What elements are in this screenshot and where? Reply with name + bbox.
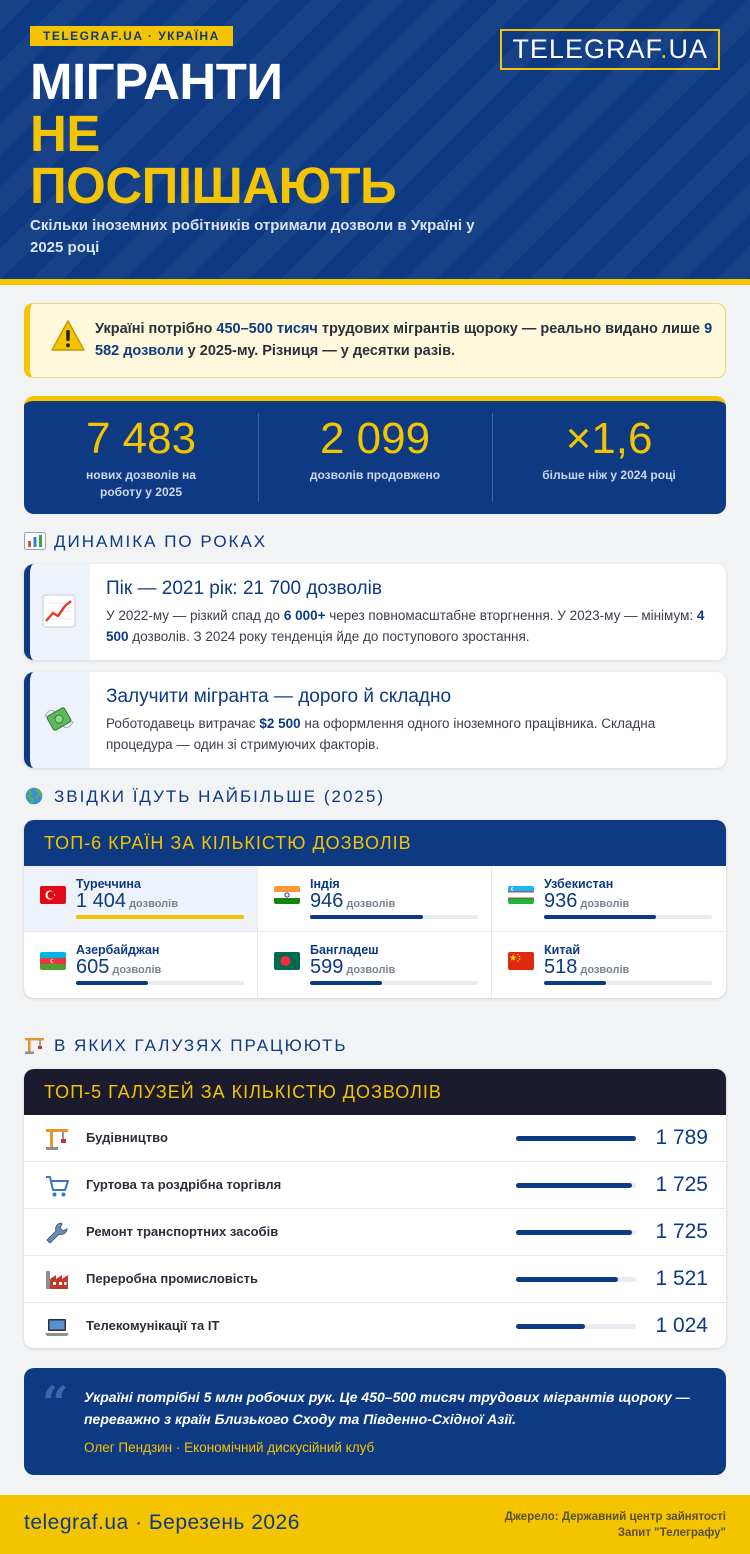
industry-value: 1 725 [655,1220,708,1243]
section-title-origins [24,787,385,807]
industry-row-construction[interactable] [24,1115,726,1162]
industry-row-manufacturing[interactable] [24,1256,726,1303]
stat-label: нових дозволів на роботу у 2025 [86,468,196,499]
card-body: Роботодавець витрачає $2 500 на оформлення одного іноземного працівника. Складна процедура — один зі стримуючих факторів. [106,716,656,752]
industry-name: Гуртова та роздрібна торгівля [86,1177,282,1192]
industry-value: 1 521 [655,1267,708,1290]
azerbaijan-flag-icon [40,952,66,970]
brand-tld: UA [668,34,708,64]
cart-icon [44,1173,70,1199]
country-value: 946 дозволів [310,890,396,912]
industry-bar-track [516,1136,636,1141]
bangladesh-flag-icon [274,952,300,970]
country-value: 599 дозволів [310,956,396,978]
country-turkey[interactable] [24,866,258,932]
stat-value: ×1,6 [565,414,653,463]
industries-panel [24,1069,726,1348]
country-value: 936 дозволів [544,890,630,912]
country-unit: дозволів [580,964,630,976]
industry-row-vehicle-repair[interactable] [24,1209,726,1256]
country-bar-fill [544,981,606,985]
footer [0,1495,750,1554]
bar-chart-icon [24,532,46,550]
country-azerbaijan[interactable] [24,932,258,998]
page-subtitle: Скільки іноземних робітників отримали дозволи в Україні у 2025 році [30,217,475,256]
country-name: Індія [310,877,340,891]
alert-highlight-need: 450–500 тисяч [216,321,318,337]
stat-value: 2 099 [319,414,431,463]
country-name: Туреччина [76,877,141,891]
alert-text: Україні потрібно 450–500 тисяч трудових мігрантів щороку — реально видано лише 9 582 дозволи у 2025-му. Різниця — у десятки разів. [95,321,713,359]
industry-bar-track [516,1230,636,1235]
stat-new-permits [24,401,258,514]
quote-author: Олег Пендзин · Економічний дискусійний клуб [84,1440,375,1455]
warning-icon [50,318,86,354]
country-name: Узбекистан [544,877,614,891]
footer-site-date[interactable]: telegraf.ua · Березень 2026 [24,1511,300,1534]
country-china[interactable] [492,932,726,998]
stats-panel [24,396,726,514]
country-unit: дозволів [112,964,162,976]
industry-bar-track [516,1183,636,1188]
country-unit: дозволів [129,898,178,910]
quote-box [24,1368,726,1475]
country-unit: дозволів [346,964,396,976]
country-bar-track [544,915,712,919]
section-title-text: В ЯКИХ ГАЛУЗЯХ ПРАЦЮЮТЬ [54,1036,348,1055]
country-bar-fill [76,981,148,985]
industry-value: 1 725 [655,1173,708,1196]
country-name: Китай [544,943,581,957]
section-title-text: ЗВІДКИ ЇДУТЬ НАЙБІЛЬШЕ (2025) [54,787,385,806]
country-bar-fill [544,915,656,919]
brand-dot: . [659,34,669,64]
stat-value: 7 483 [85,414,197,463]
quote-mark-icon: “ [42,1376,69,1430]
panel-title: ТОП-6 КРАЇН ЗА КІЛЬКІСТЮ ДОЗВОЛІВ [24,820,726,866]
footer-source-line-2: Запит "Телеграфу" [617,1527,726,1539]
country-name: Бангладеш [310,943,379,957]
industry-bar-fill [516,1230,632,1235]
footer-source [505,1509,726,1541]
country-bar-fill [310,981,382,985]
country-bar-fill [310,915,423,919]
industry-name: Переробна промисловість [86,1271,258,1286]
country-value: 1 404 дозволів [76,890,178,912]
industry-value: 1 789 [655,1126,708,1149]
industry-name: Будівництво [86,1130,168,1145]
kicker-badge: TELEGRAF.UA · УКРАЇНА [30,26,233,46]
industry-bar-fill [516,1183,632,1188]
industry-row-trade[interactable] [24,1162,726,1209]
panel-title: ТОП-5 ГАЛУЗЕЙ ЗА КІЛЬКІСТЮ ДОЗВОЛІВ [24,1069,726,1115]
country-unit: дозволів [580,898,630,910]
card-icon-area [30,564,90,660]
country-bar-track [310,915,478,919]
country-uzbekistan[interactable] [492,866,726,932]
crane-icon [24,1036,46,1054]
money-wings-icon [42,702,76,736]
wrench-icon [44,1220,70,1246]
industry-bar-fill [516,1277,618,1282]
industry-bar-fill [516,1324,585,1329]
country-bar-fill [76,915,244,919]
country-bangladesh[interactable] [258,932,492,998]
industries-list [24,1115,726,1348]
country-bar-track [544,981,712,985]
card-title: Пік — 2021 рік: 21 700 дозволів [106,578,382,599]
country-bar-track [76,915,244,919]
countries-panel [24,820,726,998]
countries-grid [24,866,726,998]
stat-label: дозволів продовжено [309,468,441,482]
crane-icon [44,1126,70,1152]
factory-icon [44,1267,70,1293]
brand-logo[interactable] [500,29,720,70]
stat-label: більше ніж у 2024 році [542,468,676,482]
header [0,0,750,285]
country-value: 518 дозволів [544,956,630,978]
card-cost [24,672,726,768]
uzbekistan-flag-icon [508,886,534,904]
stat-growth [492,401,726,514]
industry-row-it[interactable] [24,1303,726,1348]
section-title-industries [24,1036,348,1056]
industry-value: 1 024 [655,1314,708,1337]
footer-source-line-1: Джерело: Державний центр зайнятості [504,1511,726,1523]
title-line-3: ПОСПІШАЮТЬ [30,157,397,214]
brand-main: TELEGRAF [512,34,660,64]
industry-name: Телекомунікації та IT [86,1318,220,1333]
card-body: У 2022-му — різкий спад до 6 000+ через повномасштабне вторгнення. У 2023-му — мінімум: 4 500 дозволів. З 2024 року тенденція йде до поступового зростання. [106,608,705,644]
country-bar-track [310,981,478,985]
industry-name: Ремонт транспортних засобів [86,1224,279,1239]
quote-text: Україні потрібні 5 млн робочих рук. Це 450–500 тисяч трудових мігрантів щороку — переважно з країн Близького Сходу та Південно-Східної Азії. [84,1389,690,1427]
industry-bar-track [516,1277,636,1282]
card-peak [24,564,726,660]
section-title-dynamics [24,532,267,552]
stat-extended [258,401,492,514]
laptop-icon [44,1314,70,1340]
alert-highlight-issued: 9 582 дозволи [95,321,713,359]
country-unit: дозволів [346,898,396,910]
country-name: Азербайджан [76,943,160,957]
industry-bar-track [516,1324,636,1329]
india-flag-icon [274,886,300,904]
title-line-1: МІГРАНТИ [30,53,283,110]
country-value: 605 дозволів [76,956,162,978]
section-title-text: ДИНАМІКА ПО РОКАХ [54,532,268,551]
country-bar-track [76,981,244,985]
globe-icon [24,787,46,805]
chart-up-icon [42,594,76,628]
title-line-2: НЕ [30,105,100,162]
card-title: Залучити мігранта — дорого й складно [106,686,452,707]
country-india[interactable] [258,866,492,932]
card-icon-area [30,672,90,768]
china-flag-icon [508,952,534,970]
alert-box [24,303,726,378]
turkey-flag-icon [40,886,66,904]
industry-bar-fill [516,1136,636,1141]
page-title [30,53,397,214]
